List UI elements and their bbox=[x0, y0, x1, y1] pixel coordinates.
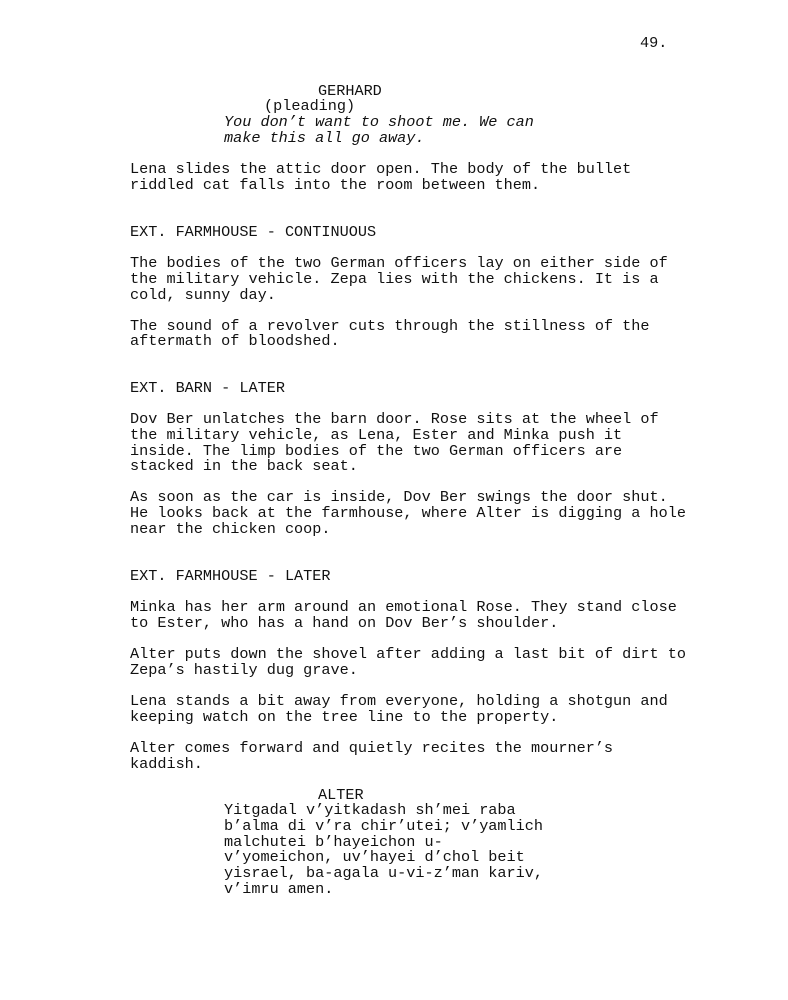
action-line: aftermath of bloodshed. bbox=[130, 332, 340, 350]
dialogue-line: v’imru amen. bbox=[224, 880, 334, 898]
action-line: Minka has her arm around an emotional Rose. They stand close bbox=[130, 598, 677, 616]
action-line: kaddish. bbox=[130, 755, 203, 773]
dialogue-line: make this all go away. bbox=[224, 129, 425, 147]
action-line: He looks back at the farmhouse, where Alter is digging a hole bbox=[130, 504, 686, 522]
dialogue-line: Yitgadal v’yitkadash sh’mei raba bbox=[224, 801, 516, 819]
action-line: The bodies of the two German officers lay on either side of bbox=[130, 254, 668, 272]
action-line: the military vehicle, as Lena, Ester and Minka push it bbox=[130, 426, 623, 444]
action-line: Zepa’s hastily dug grave. bbox=[130, 661, 358, 679]
action-line: keeping watch on the tree line to the property. bbox=[130, 708, 559, 726]
action-line: stacked in the back seat. bbox=[130, 457, 358, 475]
page-number: 49. bbox=[640, 34, 668, 52]
action-line: riddled cat falls into the room between them. bbox=[130, 176, 541, 194]
action-line: Lena slides the attic door open. The body of the bullet bbox=[130, 160, 632, 178]
action-line: inside. The limp bodies of the two German officers are bbox=[130, 442, 623, 460]
dialogue-line: You don’t want to shoot me. We can bbox=[224, 113, 534, 131]
dialogue-line: malchutei b’hayeichon u- bbox=[224, 833, 443, 851]
scene-heading: EXT. FARMHOUSE - LATER bbox=[130, 567, 331, 585]
dialogue-line: b’alma di v’ra chir’utei; v’yamlich bbox=[224, 817, 543, 835]
action-line: cold, sunny day. bbox=[130, 286, 276, 304]
action-line: The sound of a revolver cuts through the stillness of the bbox=[130, 317, 650, 335]
dialogue-line: v’yomeichon, uv’hayei d’chol beit bbox=[224, 848, 525, 866]
action-line: Alter comes forward and quietly recites the mourner’s bbox=[130, 739, 614, 757]
character-name-gerhard: GERHARD bbox=[318, 82, 382, 100]
character-name-alter: ALTER bbox=[318, 786, 364, 804]
action-line: Dov Ber unlatches the barn door. Rose sits at the wheel of bbox=[130, 410, 659, 428]
scene-heading: EXT. BARN - LATER bbox=[130, 379, 285, 397]
dialogue-line: yisrael, ba-agala u-vi-z’man kariv, bbox=[224, 864, 543, 882]
action-line: near the chicken coop. bbox=[130, 520, 331, 538]
parenthetical: (pleading) bbox=[264, 97, 356, 115]
scene-heading: EXT. FARMHOUSE - CONTINUOUS bbox=[130, 223, 377, 241]
action-line: Lena stands a bit away from everyone, holding a shotgun and bbox=[130, 692, 668, 710]
action-line: the military vehicle. Zepa lies with the chickens. It is a bbox=[130, 270, 659, 288]
action-line: Alter puts down the shovel after adding a last bit of dirt to bbox=[130, 645, 686, 663]
action-line: to Ester, who has a hand on Dov Ber’s shoulder. bbox=[130, 614, 559, 632]
action-line: As soon as the car is inside, Dov Ber swings the door shut. bbox=[130, 488, 668, 506]
